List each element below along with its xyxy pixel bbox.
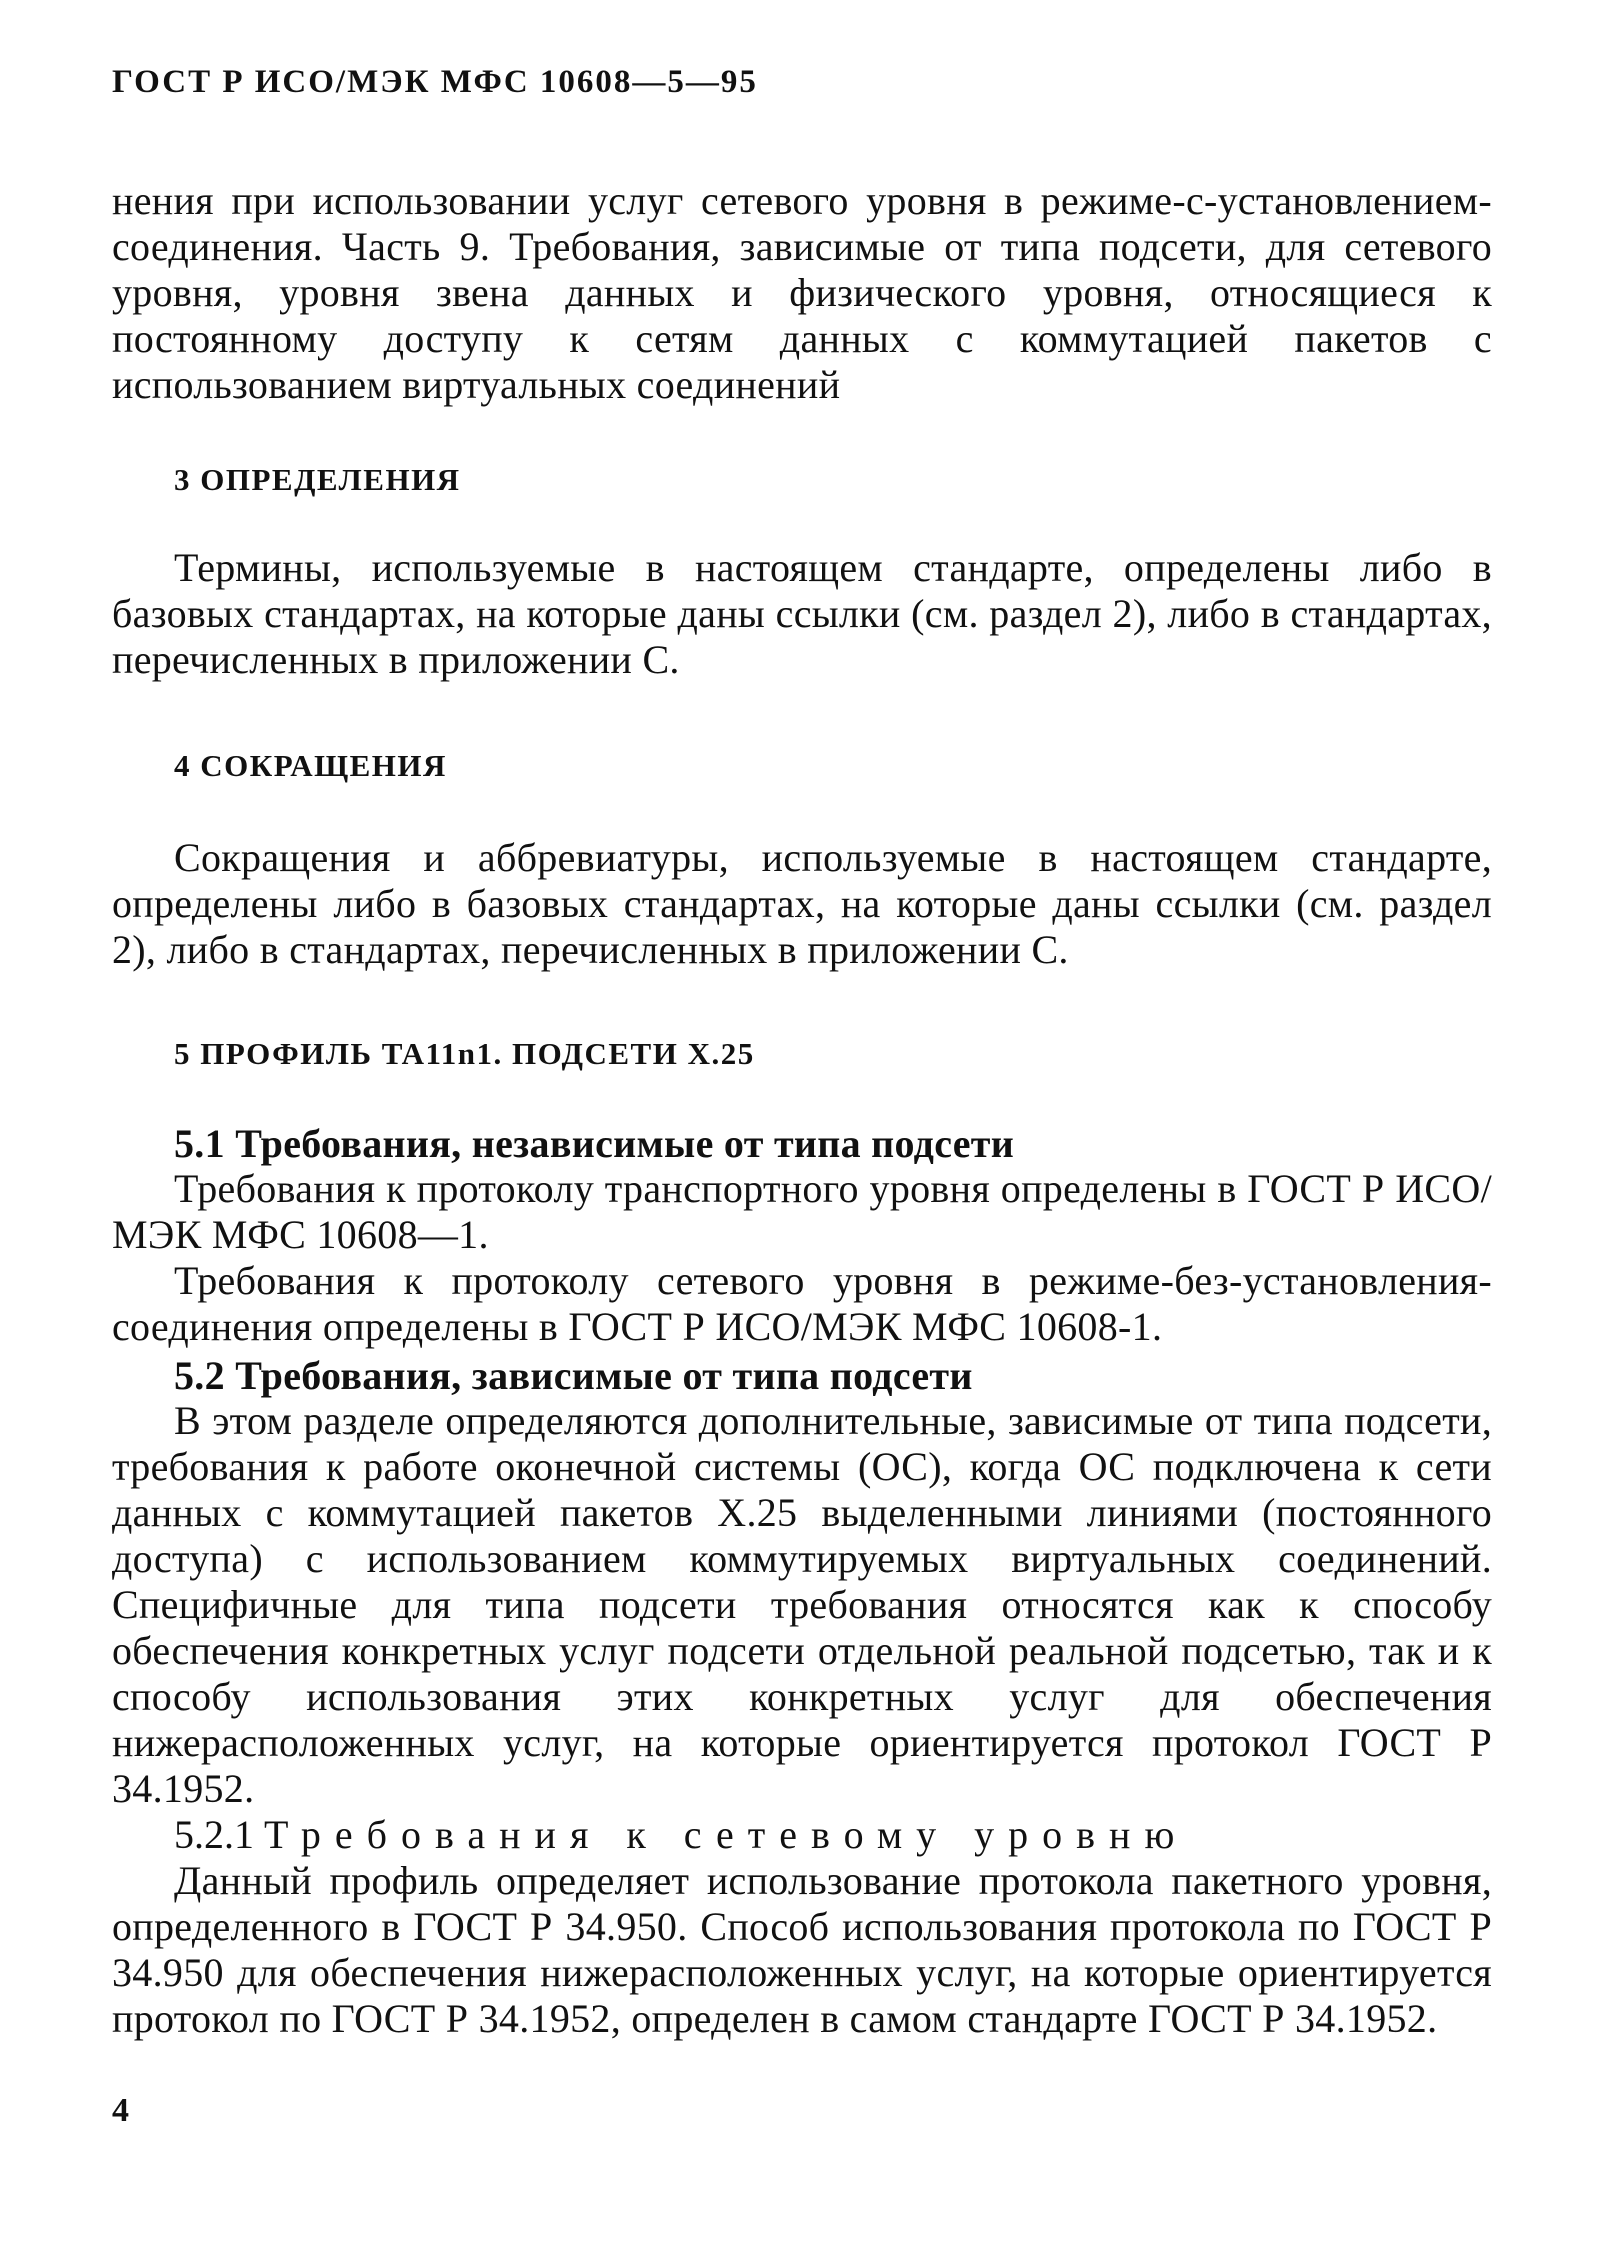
page-number: 4 — [112, 2092, 129, 2129]
section-5-2-paragraph: В этом разделе определяются дополнительные, зависимые от типа подсети, требования к работе оконечной системы (ОС), когда ОС подключена к сети данных с коммутацией пакетов X.25 выделенными линиями (постоянного доступа) с использованием коммутируемых виртуальных соединений. Специфичные для типа подсети требования относятся как к способу обеспечения конкретных услуг подсети отдельной реальной подсетью, так и к способу использования этих конкретных услуг для обеспечения нижерасположенных услуг, на которые ориентируется протокол ГОСТ Р 34.1952. — [112, 1398, 1492, 1811]
section-5-1-paragraph-2: Требования к протоколу сетевого уровня в режиме-без-установления-соединения определены в ГОСТ Р ИСО/МЭК МФС 10608-1. — [112, 1258, 1492, 1349]
intro-paragraph: нения при использовании услуг сетевого уровня в режиме-с-установлением-соединения. Часть 9. Требования, зависимые от типа подсети, для сетевого уровня, уровня звена данных и физического уровня, относящиеся к постоянному доступу к сетям данных с коммутацией пакетов с использованием виртуальных соединений — [112, 178, 1492, 407]
running-header: ГОСТ Р ИСО/МЭК МФС 10608—5—95 — [112, 64, 758, 100]
section-5-2-1-number: 5.2.1 — [174, 1812, 254, 1857]
section-3-heading: 3 ОПРЕДЕЛЕНИЯ — [174, 462, 461, 497]
section-3-text: Термины, используемые в настоящем стандарте, определены либо в базовых стандартах, на которые даны ссылки (см. раздел 2), либо в стандартах, перечисленных в приложении С. — [112, 545, 1492, 682]
section-5-2-1-heading — [174, 1812, 1188, 1858]
section-5-2-1-paragraph: Данный профиль определяет использование протокола пакетного уровня, определенного в ГОСТ Р 34.950. Способ использования протокола по ГОСТ Р 34.950 для обеспечения нижерасположенных услуг, на которые ориентируется протокол по ГОСТ Р 34.1952, определен в самом стандарте ГОСТ Р 34.1952. — [112, 1858, 1492, 2041]
section-4-heading: 4 СОКРАЩЕНИЯ — [174, 748, 447, 783]
section-5-2-heading: 5.2 Требования, зависимые от типа подсети — [174, 1353, 973, 1398]
section-5-2-1-title: Требования к сетевому уровню — [264, 1812, 1189, 1857]
section-5-heading: 5 ПРОФИЛЬ TA11n1. ПОДСЕТИ X.25 — [174, 1036, 755, 1071]
section-4-text: Сокращения и аббревиатуры, используемые в настоящем стандарте, определены либо в базовых стандартах, на которые даны ссылки (см. раздел 2), либо в стандартах, перечисленных в приложении С. — [112, 835, 1492, 972]
section-5-1-heading: 5.1 Требования, независимые от типа подсети — [174, 1121, 1015, 1166]
section-5-1-paragraph-1: Требования к протоколу транспортного уровня определены в ГОСТ Р ИСО/МЭК МФС 10608—1. — [112, 1166, 1492, 1257]
